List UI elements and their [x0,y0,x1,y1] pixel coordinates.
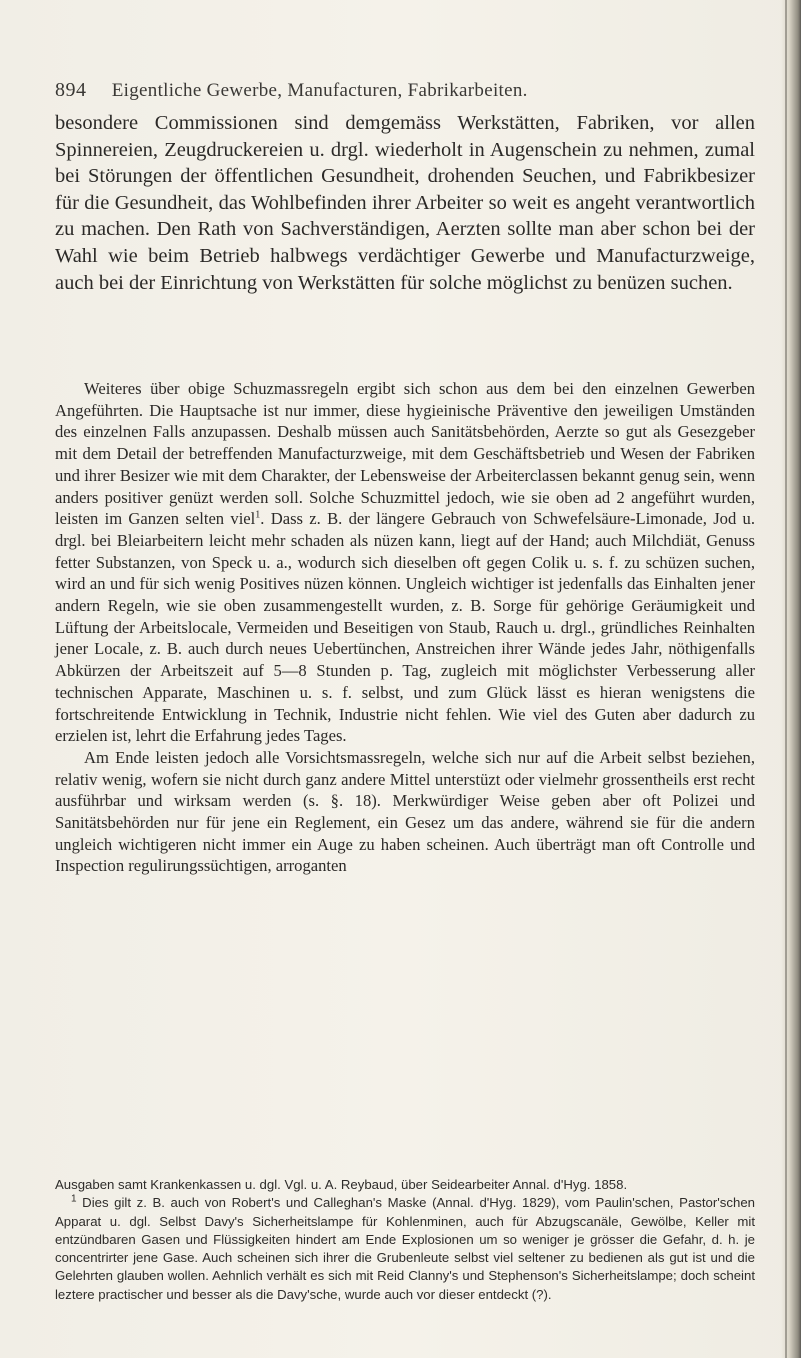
running-header [55,79,755,109]
page-edge-shadow [781,0,801,1358]
footnote-1 [55,1194,755,1304]
footnote-reference-1: 1 [255,509,261,521]
body-paragraph-1-part-a: Weiteres über obige Schuzmassregeln ergibt sich schon aus dem bei den einzelnen Gewerben Angeführten. Die Hauptsache ist nur immer, diese hygieinische Präventive den jeweiligen Umständen des einzelnen Falls anzupassen. Deshalb müssen auch Sanitätsbehörden, Aerzte so gut als Gesezgeber mit dem Detail der betreffenden Manufacturzweige, mit dem Geschäftsbetrieb und Wesen der Fabriken und ihrer Besizer wie mit dem Charakter, der Lebensweise der Arbeiterclassen bekannt genug sein, wenn anders positiver genüzt werden soll. Solche Schuzmittel jedoch, wie sie oben ad 2 angeführt wurden, leisten im Ganzen selten viel [55,379,755,529]
page-number: 894 [55,79,87,101]
page-edge-line [785,0,787,1358]
intro-paragraph: besondere Commissionen sind demgemäss Werkstätten, Fabriken, vor allen Spinnereien, Zeugdruckereien u. drgl. wiederholt in Augenschein zu nehmen, zumal bei Störungen der öffentlichen Gesundheit, drohenden Seuchen, und Fabrikbesizer für die Gesundheit, das Wohlbefinden ihrer Arbeiter so weit es angeht verantwortlich zu machen. Den Rath von Sachverständigen, Aerzten sollte man aber schon bei der Wahl wie beim Betrieb halbwegs verdächtiger Gewerbe und Manufacturzweige, auch bei der Einrichtung von Werkstätten für solche möglichst zu benüzen suchen. [55,112,755,294]
running-title: Eigentliche Gewerbe, Manufacturen, Fabrikarbeiten. [111,80,528,101]
body-paragraph-2: Am Ende leisten jedoch alle Vorsichtsmassregeln, welche sich nur auf die Arbeit selbst beziehen, relativ wenig, wofern sie nicht durch ganz andere Mittel unterstüzt oder vielmehr grossentheils erst recht ausführbar und wirksam werden (s. §. 18). Merkwürdiger Weise geben aber oft Polizei und Sanitätsbehörden nur für jene ein Reglement, ein Gesez um das andere, während sie für die andern ungleich wichtigeren nicht immer ein Auge zu haben scheinen. Auch überträgt man oft Controlle und Inspection regulirungssüchtigen, arroganten [55,747,755,876]
footnote-1-mark: 1 [71,1193,77,1205]
footnotes [55,1176,755,1304]
footnote-continuation: Ausgaben samt Krankenkassen u. dgl. Vgl. u. A. Reybaud, über Seidearbeiter Annal. d'Hyg. 1858. [55,1177,628,1192]
body-text [55,378,755,877]
body-paragraph-1-part-b: . Dass z. B. der längere Gebrauch von Schwefelsäure-Limonade, Jod u. drgl. bei Bleiarbeitern leicht mehr schaden als nüzen kann, liegt auf der Hand; auch Milchdiät, Genuss fetter Substanzen, von Speck u. a., wodurch sich dieselben oft gegen Colik u. s. f. zu schüzen suchen, wird an und für sich wenig Positives nüzen können. Ungleich wichtiger ist jedenfalls das Einhalten jener andern Regeln, wie sie oben zusammengestellt wurden, z. B. Sorge für gehörige Geräumigkeit und Lüftung der Arbeitslocale, Vermeiden und Beseitigen von Staub, Rauch u. drgl., gründliches Reinhalten jener Locale, z. B. auch durch neues Uebertünchen, Anstreichen ihrer Wände jedes Jahr, nöthigenfalls Abkürzen der Arbeitszeit auf 5—8 Stunden p. Tag, zugleich mit möglichster Verbesserung aller technischen Apparate, Maschinen u. s. f. selbst, und zum Glück lässt es hieran wenigstens die fortschreitende Entwicklung in Technik, Industrie nicht fehlen. Wie viel des Guten aber dadurch zu erzielen ist, lehrt die Erfahrung jedes Tages. [55,509,755,746]
body-paragraph-1 [55,378,755,747]
footnote-1-text: Dies gilt z. B. auch von Robert's und Calleghan's Maske (Annal. d'Hyg. 1829), vom Paulin'schen, Pastor'schen Apparat u. dgl. Selbst Davy's Sicherheitslampe für Kohlenminen, auch für Abzugscanäle, Gewölbe, Keller mit entzündbaren Gasen und Flüssigkeiten hindert am Ende Explosionen um so weniger je grösser die Gefahr, d. h. je concentrirter jene Gase. Auch scheinen sich ihrer die Grubenleute selbst viel seltener zu bedienen als gut ist und die Gelehrten glauben wollen. Aehnlich verhält es sich mit Reid Clanny's und Stephenson's Sicherheitslampe; doch scheint leztere practischer und besser als die Davy'sche, wurde auch vor dieser entdeckt (?). [55,1195,755,1302]
